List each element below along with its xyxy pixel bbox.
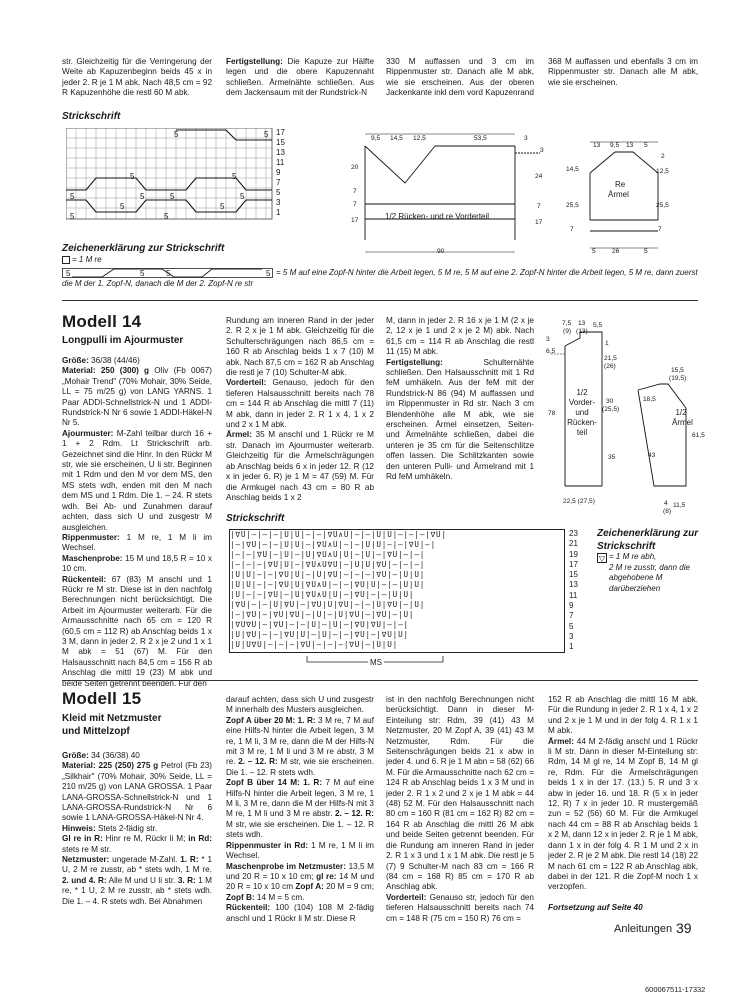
s2-dim: 78 (548, 410, 556, 417)
s1-inner-label: 1/2 Rücken- und re Vorderteil (385, 212, 490, 221)
legend1-item2: = 5 M auf eine Zopf-N hinter die Arbeit legen, 5 M re, 5 M auf eine 2. Zopf-N hinter die Arbeit legen, 5 M re, dann zuerst die M der 1. Zopf-N, danach die M der 2. Zopf-N re str (62, 268, 698, 288)
top-text-col2 (226, 57, 374, 99)
s1-sleeve-left-dim: 7 (570, 226, 574, 233)
chart1-mark: 5 (232, 172, 237, 181)
chart1-mark: 5 (164, 212, 169, 221)
text: 7 M auf eine Hilfs-N hinter die Arbeit legen, 3 M re, 1 M li, 3 M re, dann die M der Hilfs-N mit 3 M re, 1 M li und 3 M re abstr. (226, 778, 374, 819)
label: Rückenteil: (62, 574, 107, 584)
label: Größe: (62, 356, 89, 365)
s2-dim: 3 (546, 336, 550, 343)
s1-left-dim: 7 (353, 201, 357, 208)
label: 1. R: (180, 855, 199, 865)
model14-chart-grid (229, 529, 565, 653)
row-number: 9 (276, 168, 281, 177)
text: Rundung am inneren Rand in der jeder 2. R 2 x je 1 M abk. Gleichzeitig für die Schulterschrägungen nach 86,5 cm = 160 R ab Anschlag beids 1 x 7 (10) M abk. Nach 87,5 cm = 162 R ab Anschlag die restl je 7 (10) Schulter-M abk. (226, 316, 374, 378)
model15-col1 (62, 751, 212, 907)
label: Rippenmuster in Rd: (226, 840, 309, 850)
model15-col2 (226, 695, 374, 924)
s1-top-dim: 53,5 (474, 135, 487, 142)
text: Petrol (Fb 23) „Silkhair" (70% Mohair, 30% Seide, LL = 210 m/25 g) von LANA GROSSA. 1 Paar LANA-GROSSA-Schnellstrick-N und 1 LANA-GROSSA-Rundstrick-N Nr 6 sowie 1 LANA-GROSSA-Häkel-N Nr 4. (62, 761, 212, 823)
text: M str, wie sie erscheinen. Die 1. – 12. R stets wdh. (226, 819, 374, 840)
text: Alle M und U li str. (106, 875, 178, 885)
chart-row: |U|U∇U|—|—|—|∇U|—|—|—|∇U|—|U|U| (230, 640, 399, 649)
s2-dim: 43 (648, 452, 656, 459)
label-line: 1/2 (576, 388, 588, 397)
row-number: 13 (276, 148, 285, 157)
chart-row: |U|∇U|—|—|∇U|U|—|U|—|—|∇U|—|∇U|U| (230, 630, 409, 639)
chart1-mark: 5 (264, 130, 269, 139)
s2-dim: 21,5 (604, 355, 617, 362)
legend2-item: = 1 M re abh, (609, 552, 657, 561)
continued-note: Fortsetzung auf Seite 40 (548, 902, 643, 912)
row-number: 7 (276, 178, 281, 187)
s2-dim: 1 (605, 340, 609, 347)
label: Fertigstellung: (386, 357, 443, 367)
row-number: 7 (569, 611, 574, 621)
model14-legend-title: Zeichenerklärung zur Strickschrift (597, 528, 699, 552)
row-number: 1 (276, 208, 281, 217)
s2-dim: 61,5 (692, 432, 705, 439)
text: Oliv (Fb 0067) „Mohair Trend" (70% Mohair, 30% Seide, LL = 75 m/25 g) von LANG YARNS. 1 Paar ADDI-Schnellstrick-N und 1 ADDI-Rundstrick-N Nr 6 sowie 1 ADDI-Häkel-N Nr 5. (62, 366, 212, 428)
s1-sleeve-left-dim: 14,5 (566, 166, 579, 173)
text: 1 M re, 1 M li im Wechsel. (62, 532, 212, 553)
label: Netzmuster: (62, 855, 110, 865)
label: 2. – 12. R: (335, 809, 374, 819)
label-line: Vorder- (568, 398, 596, 407)
top-col4-text: 368 M auffassen und ebenfalls 3 cm im Rippenmuster str. Danach alle M abk, wie sie erscheinen. (548, 57, 698, 87)
text: Genauso, jedoch für den tieferen Halsausschnitt bereits nach 78 cm = 144 R ab Anschlag die mittl 7 (11) M abk, dann in jeder 2. R 1 x 4, 1 x 2 und 2 x 1 M abk. (226, 378, 374, 430)
s2-dim: 5,5 (593, 322, 603, 329)
s1-sleeve-right-dim: 2 (661, 153, 665, 160)
s2-front-label (567, 388, 597, 438)
chart1-mark: 5 (174, 130, 179, 139)
s1-sleeve-top-dim: 9,5 (610, 142, 620, 149)
label: Zopf A: (295, 882, 324, 892)
row-number: 13 (569, 580, 578, 590)
s1-right-dim: 7 (537, 203, 541, 210)
s1-sleeve-right-dim: 12,5 (656, 168, 669, 175)
label: Gl re in R: (62, 834, 103, 844)
s2-dim: 15,5 (671, 367, 684, 374)
s1-sleeve-bottom-dim: 5 (644, 248, 648, 255)
top-text-col1 (62, 57, 212, 99)
chart-row: |∇U|—|—|U|∇U|—|∇U|U|∇U|—|—|U|∇U|—|U| (230, 600, 426, 609)
chart1-mark: 5 (70, 192, 75, 201)
model14-col2 (226, 316, 374, 503)
s2-dim: (9) (563, 328, 572, 335)
s2-dim: (8) (663, 508, 672, 515)
s1-right-dim: 24 (535, 173, 543, 180)
text: M-Zahl teilbar durch 16 + 1 + 2 Rdm. Lt Strickschrift arb. Gezeichnet sind die Hinr. In den Rückr M str, wie sie erscheinen, U li str. Beginnen mit 1 Rdm und den M vor dem MS, den MS stets wdh, enden mit den M nach dem MS und 1 Rdm. Die 1. – 24. R stets wdh. Bei Ab- und Zunahmen darauf achten, dass sich U und zusgestr M ausgleichen. (62, 428, 212, 532)
chart1-title: Strickschrift (62, 111, 121, 122)
top-text-col4 (548, 57, 698, 88)
schematic1-body (340, 128, 560, 258)
label: Maschenprobe: (62, 553, 123, 563)
row-number: 11 (276, 158, 285, 167)
s1-left-dim: 7 (353, 188, 357, 195)
s1-right-dim: 17 (535, 219, 543, 226)
text: 34 (36/38) 40 (88, 751, 140, 760)
label-line: Rücken- (567, 418, 597, 427)
s1-sleeve-bottom-dim: 26 (612, 248, 620, 255)
top-col2-text: Die Kapuze zur Hälfte legen und die obere Kapuzennaht schließen. Ärmelnähte schließen. Aus dem Jackensaum mit der Rundstrick-N (226, 57, 375, 98)
footer-page-number: 39 (676, 920, 692, 936)
label: Maschenprobe im Netzmuster: (226, 861, 346, 871)
s2-dim: (26) (604, 363, 616, 370)
model15-title: Modell 15 (62, 689, 142, 708)
s2-dim: 11,5 (673, 502, 686, 509)
label: Rückenteil: (226, 903, 271, 913)
text: 44 M 2-fädig anschl und 1 Rückr li M str. Dann in dieser M-Einteilung str: Rdm, 14 M gl re, 14 M Zopf B, 14 M gl re, Rdm. Für die Ärmelschrägungen beids 1 x in der 17. (13.) 5. R und 3 x abw in jeder 16. und 18. R (5 x in jeder 12. R) 7 x in jeder 10. R mustergemäß zun = 52 (56) 60 M. Für die Armkugel nach 44 cm = 88 R ab Anschlag beids 1 x 2 M, dann 12 x in jeder 2. R je 1 M abk, dann 1 x in der folg 4. R 1 M und 2 x in jeder 2. R je 2 M abk. Die restl 14 (18) 22 M nach 61 cm = 122 R ab Anschlag abk, dabei in der 121. R die Zopf-M noch 1 x verzopfen. (548, 736, 698, 892)
row-number: 15 (276, 138, 285, 147)
legend1-title: Zeichenerklärung zur Strickschrift (62, 243, 225, 254)
text: ungerade M-Zahl. (109, 855, 181, 865)
text: 100 (104) 108 M 2-fädig anschl und 1 Rückr li M str. Diese R (226, 903, 374, 923)
chart-row: |—|—|∇U|—|U|—|U|∇U∧U|U|—|U|—|∇U|—|—| (230, 550, 426, 559)
model14-chart-row-numbers (569, 529, 589, 653)
row-number: 5 (569, 621, 574, 631)
label: Hinweis: (62, 823, 96, 833)
s2-dim: 6,5 (546, 348, 556, 355)
s2-dim: (13) (576, 328, 588, 335)
text: 152 R ab Anschlag die mittl 16 M abk. Für die Rundung in jeder 2. R 1 x 4, 1 x 2 und 2 x je 1 M und in der folg 4. R 1 x 1 M abk. (548, 695, 698, 736)
chart1-mark: 5 (70, 212, 75, 221)
s1-sleeve-label1: Re (615, 180, 626, 189)
ms-label: MS (370, 658, 382, 667)
chart1-mark: 5 (120, 202, 125, 211)
row-number: 11 (569, 590, 578, 600)
text: 67 (83) M anschl und 1 Rückr re M str. Diese ist in den nachfolg Berechnungen nicht berücksichtigt. Die Arbeit im Ajourmuster weiterarb. Für die Armausschnitte nach 65 cm = 120 R (60,5 cm = 112 R) ab Anschlag beids 1 x 3 M, dann in jeder 2. R 2 x je 2 und 1 x 1 M abk = 51 (67) M. Für den Halsausschnitt nach 84,5 cm = 156 R ab Anschlag die mittl 19 (23) M abk und beide Seiten getrennt beenden. Für den (62, 574, 212, 688)
label: Ärmel: (548, 736, 574, 746)
chart1-grid (66, 128, 296, 222)
text: Schulternähte schließen. Den Halsausschnitt mit 1 Rd feM umhäkeln. Aus der feM mit der Rundstrick-N 86 (94) M auffassen und im Rippenmuster in Rd str. Nach 3 cm Blendenhöhe alle M abk, wie sie erscheinen. Ärmel einsetzen, Seiten- und Ärmelnähte schließen, dabei die unteren je 35 cm für die Seitenschlitze offen lassen. Die Schlitzkanten sowie den unteren Pulli- und Ärmelrand mit 1 Rd feM umhäkeln. (386, 357, 534, 482)
top-col3-text: 330 M auffassen und 3 cm im Rippenmuster str. Danach alle M abk, wie sie erscheinen. Aus der oberen Jackenkante inkl dem vord Kapuzenrand (386, 57, 534, 98)
text: 13,5 M und 20 R = 10 x 10 cm; (226, 861, 375, 881)
label: Vorderteil: (226, 378, 267, 388)
label: Material: 225 (250) 275 g (62, 761, 159, 771)
label: Zopf B über 14 M: 1. R: (226, 778, 323, 788)
model15-subtitle-line2: und Mittelzopf (62, 726, 130, 737)
row-number: 9 (569, 601, 574, 611)
label: Größe: (62, 751, 89, 760)
chart1-row-numbers (276, 128, 296, 218)
top-col2-title: Fertigstellung: (226, 57, 283, 66)
s1-left-dim: 17 (351, 217, 359, 224)
legend1-box-mark: 5 (266, 269, 271, 278)
row-number: 3 (276, 198, 281, 207)
text: ist in den nachfolg Berechnungen nicht berücksichtigt. Dann in dieser M-Einteilung str: Rdm, 39 (41) 43 M Netzmuster, 20 M Zopf A, 39 (41) 43 M Netzmuster, Rdm. Für die Seitenschrägungen beids 21 x abw in jeder 4. und 6. R je 1 M abn = 58 (62) 66 M. Für die Armausschnitte nach 62 cm = 124 R ab Anschlag beids 1 x 3 M und in jeder 2. R 1 x 2 und 2 x je 1 M abk = 44 (48) 52 M. Für den Halsausschnitt nach 80 cm = 160 R (81 cm = 162 R) 82 cm = 164 R ab Anschlag die mittl 26 M abk und beide Seiten getrennt beenden. Für die Rundung am inneren Rand in jeder 2. R 1 x 3 und 1 x 1 M abk. Die restl je 5 (7) 9 Schulter-M nach 83 cm = 166 R (84 cm = 168 R) 85 cm = 170 R ab Anschlag abk. (386, 695, 534, 892)
legend1-item1: = 1 M re (72, 255, 102, 264)
label: Ajourmuster: (62, 428, 114, 438)
row-number: 17 (569, 559, 578, 569)
s1-sleeve-top-dim: 5 (644, 142, 648, 149)
label: in Rd: (188, 834, 212, 844)
chart-row: |U|U|—|—|∇U|U|∇U∧U|—|—|∇U|U|—|—|U|U| (230, 580, 426, 589)
label: 3. R: (177, 875, 196, 885)
text: stets re M str. (62, 844, 112, 854)
label: Zopf B: (226, 892, 255, 902)
s1-sleeve-top-dim: 13 (626, 142, 634, 149)
chart1-mark: 5 (140, 192, 145, 201)
model14-col3 (386, 316, 534, 483)
label: 2. – 12. R: (238, 757, 278, 767)
top-col1-text: str. Gleichzeitig für die Verringerung der Weite ab Kapuzenbeginn beids 45 x in jeder 2. R je 1 M abk. Nach 48,5 cm = 92 R Kapuzenhöhe die restl 60 M abk. (62, 57, 212, 98)
chart1-mark: 5 (220, 202, 225, 211)
legend1-knit-symbol (62, 256, 70, 264)
s2-dim: (25,5) (602, 406, 620, 413)
label: 2. und 4. R: (62, 875, 107, 885)
text: Genauso str, jedoch für den tieferen Halsausschnitt bereits nach 74 cm = 148 R (75 cm = 150 R) 76 cm = (386, 892, 534, 923)
row-number: 23 (569, 529, 578, 538)
s1-top-dim: 12,5 (413, 135, 426, 142)
s1-right-dim: 3 (540, 147, 544, 154)
footer-label: Anleitungen (614, 923, 673, 935)
label-line: 1/2 (675, 408, 687, 417)
s1-sleeve-right-dim: 25,5 (656, 202, 669, 209)
label: Zopf A über 20 M: 1. R: (226, 715, 316, 725)
model15-subtitle-line1: Kleid mit Netzmuster (62, 713, 162, 724)
row-number: 1 (569, 642, 574, 652)
row-number: 21 (569, 539, 578, 549)
chart-row: |∇U|—|—|—|U|U|—|—|∇U∧U|—|—|U|U|—|—|—|∇U| (230, 530, 447, 539)
model14-chart-title: Strickschrift (226, 513, 285, 524)
s1-sleeve-top-dim: 13 (593, 142, 601, 149)
legend2-symbol: ▽ (598, 554, 606, 563)
chart-row: |U|—|—|∇U|—|U|∇U∧U|U|—|∇U|—|—|U|U| (230, 590, 415, 599)
chart-row: |U|U|—|—|∇U|U|—|U|∇U|—|—|—|∇U|—|U|U| (230, 570, 426, 579)
row-number: 17 (276, 128, 285, 137)
legend1-box-mark: 5 (166, 269, 171, 278)
text: darauf achten, dass sich U und zusgestr M innerhalb des Musters ausgleichen. (226, 695, 374, 715)
label: Vorderteil: (386, 892, 427, 902)
text: 14 M und 20 R = 10 x 10 cm (226, 871, 374, 892)
model14-subtitle: Longpulli im Ajourmuster (62, 335, 184, 346)
s1-sleeve-left-dim: 25,5 (566, 202, 579, 209)
chart-row: |∇U∇U|—|∇U|—|—|U|—|U|—|∇U|∇U|—|—| (230, 620, 409, 629)
chart-row: |—|∇U|—|∇U|∇U|—|U|—|U|∇U|—|∇U|—|U| (230, 610, 415, 619)
s1-sleeve-label2: Ärmel (608, 190, 629, 199)
row-number: 15 (569, 570, 578, 580)
text: 20 M = 9 cm; (323, 882, 375, 892)
label: Ärmel: (226, 430, 252, 440)
s1-sleeve-right-dim: 7 (658, 226, 662, 233)
s2-dim: 18,5 (643, 396, 656, 403)
text: 14 M = 5 cm. (254, 892, 305, 902)
text: 1 M re, * 1 U, 2 M re zusstr, ab * stets wdh. Die 1. – 4. R stets wdh. Bei Abnahmen (62, 875, 212, 906)
top-text-col3 (386, 57, 534, 99)
legend1-box-mark: 5 (140, 269, 145, 278)
text: 3 M re, 7 M auf eine Hilfs-N hinter die Arbeit legen, 3 M re, 1 M li, 3 M re, dann die M der Hilfs-N mit 3 M re, 1 M li und 3 M re abstr, 3 M re. (226, 715, 374, 767)
row-number: 19 (569, 549, 578, 559)
s2-sleeve-label (672, 408, 693, 428)
divider (62, 300, 698, 301)
legend2-text (609, 552, 707, 594)
text: 15 M und 18,5 R = 10 x 10 cm. (62, 553, 212, 574)
s1-top-dim: 9,5 (371, 135, 381, 142)
s2-dim: 4 (664, 500, 668, 507)
text: 36/38 (44/46) (88, 356, 140, 365)
chart-row: |—|∇U|—|—|U|U|—|∇U∧U|—|—|U|U|—|—|∇U|—| (230, 540, 437, 549)
text: * 1 U, 2 M re zusstr, ab * stets wdh, 1 M re. (62, 855, 212, 875)
label: Material: 250 (300) g (62, 366, 150, 376)
label-line: und (575, 408, 589, 417)
divider (62, 680, 698, 681)
legend2-item: 2 M re zusstr, dann die abgehobene M darüberziehen (609, 562, 690, 593)
text: M str, wie sie erscheinen. Die 1. – 12. R stets wdh. (226, 757, 374, 777)
s1-top-dim: 3 (524, 135, 528, 142)
s1-sleeve-bottom-dim: 5 (592, 248, 596, 255)
model14-col1 (62, 356, 212, 689)
text: 1 M re, 1 M li im Wechsel. (226, 840, 374, 861)
text: Stets 2-fädig str. (95, 823, 158, 833)
s2-dim: (19,5) (669, 375, 687, 382)
footer-code: 600067511-17332 (645, 985, 706, 994)
text: Hinr re M, Rückr li M; (102, 834, 189, 844)
text: M, dann in jeder 2. R 16 x je 1 M (2 x je 2, 12 x je 1 und 2 x je 2 M) abk. Nach 61,5 cm = 114 R ab Anschlag die restl 11 (15) M abk. (386, 316, 534, 357)
s2-dim: 7,5 (562, 320, 572, 327)
s2-dim: 35 (608, 454, 616, 461)
chart-row: |—|—|—|∇U|U|—|∇U∧U∇U|—|U|U|∇U|—|—|—| (230, 560, 426, 569)
row-number: 5 (276, 188, 281, 197)
label: gl re: (316, 871, 337, 881)
chart1-mark: 5 (240, 192, 245, 201)
s1-left-dim: 20 (351, 164, 359, 171)
label: Rippenmuster: (62, 532, 120, 542)
label-line: Ärmel (672, 418, 693, 427)
s1-top-dim: 14,5 (390, 135, 403, 142)
model14-title: Modell 14 (62, 312, 142, 331)
s2-dim: 22,5 (27,5) (563, 498, 595, 505)
s1-bottom-dim: 90 (437, 248, 445, 255)
s2-dim: 30 (606, 398, 614, 405)
legend1-box-mark: 5 (66, 269, 71, 278)
model15-col4 (548, 695, 698, 913)
label-line: teil (576, 428, 588, 437)
s2-dim: 13 (578, 320, 586, 327)
text: 35 M anschl und 1 Rückr re M str. Danach im Ajourmuster weiterarb. Gleichzeitig für die Ärmelschrägungen ab Anschlag beids 6 x in jeder 12. R (12 x in jeder 6. R) je 1 M = 47 (59) M. Für die Armkugel nach 43 cm = 80 R ab Anschlag beids 1 x 2 (226, 430, 374, 502)
chart1-mark: 5 (170, 192, 175, 201)
chart1-mark: 5 (130, 172, 135, 181)
row-number: 3 (569, 631, 574, 641)
model15-col3 (386, 695, 534, 924)
